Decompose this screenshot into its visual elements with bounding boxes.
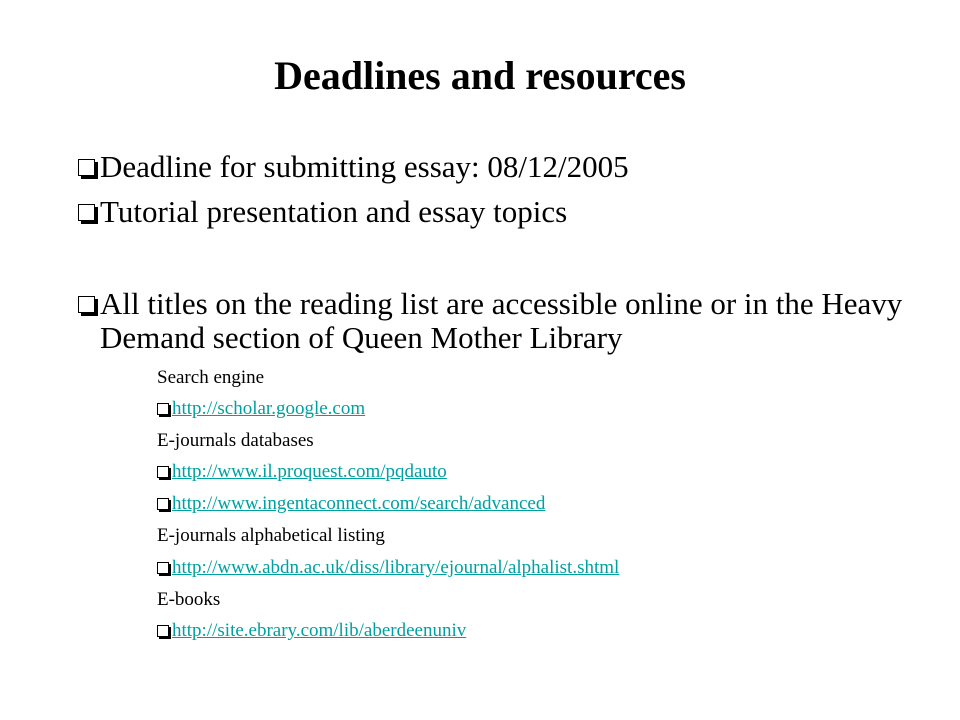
ejournals-alphabetical-label: E-journals alphabetical listing bbox=[157, 525, 385, 546]
square-bullet-icon bbox=[157, 562, 169, 574]
square-bullet-icon bbox=[157, 466, 169, 478]
proquest-link[interactable]: http://www.il.proquest.com/pqdauto bbox=[172, 461, 447, 482]
ingentaconnect-link[interactable]: http://www.ingentaconnect.com/search/advanced bbox=[172, 493, 546, 514]
ejournals-databases-label: E-journals databases bbox=[157, 430, 314, 451]
slide-title: Deadlines and resources bbox=[274, 53, 686, 98]
ebooks-label: E-books bbox=[157, 589, 221, 610]
square-bullet-icon bbox=[157, 625, 169, 637]
square-bullet-icon bbox=[78, 296, 95, 313]
bullet-text: All titles on the reading list are accessible online or in the Heavy Demand section of Queen Mother Library bbox=[100, 286, 903, 355]
bullet-text: Deadline for submitting essay: 08/12/2005 bbox=[100, 149, 629, 184]
resource-link-row bbox=[157, 397, 365, 421]
bullet-deadline bbox=[78, 150, 908, 184]
bullet-reading-list bbox=[78, 287, 908, 355]
abdn-alphalist-link[interactable]: http://www.abdn.ac.uk/diss/library/ejournal/alphalist.shtml bbox=[172, 557, 620, 578]
bullet-tutorial bbox=[78, 195, 908, 229]
square-bullet-icon bbox=[78, 204, 95, 221]
square-bullet-icon bbox=[78, 159, 95, 176]
square-bullet-icon bbox=[157, 498, 169, 510]
resource-link-row bbox=[157, 492, 545, 516]
resource-link-row bbox=[157, 556, 619, 580]
scholar-google-link[interactable]: http://scholar.google.com bbox=[172, 398, 366, 419]
search-engine-label: Search engine bbox=[157, 367, 265, 388]
resource-link-row bbox=[157, 460, 447, 484]
bullet-text: Tutorial presentation and essay topics bbox=[100, 194, 568, 229]
square-bullet-icon bbox=[157, 403, 169, 415]
ebrary-link[interactable]: http://site.ebrary.com/lib/aberdeenuniv bbox=[172, 620, 467, 641]
resource-link-row bbox=[157, 619, 466, 643]
